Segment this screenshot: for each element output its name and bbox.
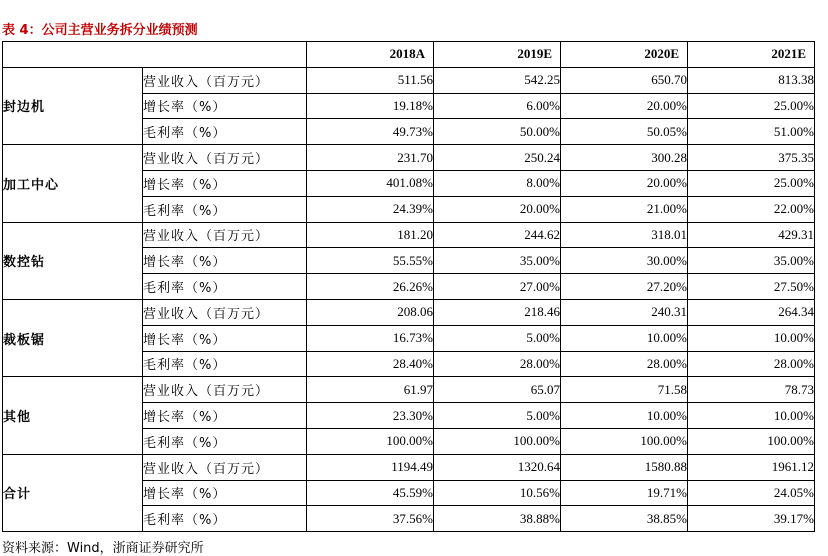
value-cell: 24.39% — [307, 196, 434, 222]
value-cell: 28.00% — [688, 351, 815, 377]
value-cell: 10.00% — [561, 325, 688, 351]
value-cell: 1194.49 — [307, 454, 434, 480]
value-cell: 5.00% — [434, 403, 561, 429]
segment-name: 加工中心 — [3, 145, 143, 222]
value-cell: 37.56% — [307, 506, 434, 532]
value-cell: 28.40% — [307, 351, 434, 377]
value-cell: 5.00% — [434, 325, 561, 351]
year-header: 2018A — [307, 42, 434, 68]
value-cell: 318.01 — [561, 222, 688, 248]
value-cell: 100.00% — [688, 428, 815, 454]
table-row — [3, 67, 815, 93]
value-cell: 55.55% — [307, 248, 434, 274]
table-title: 表 4：公司主营业务拆分业绩预测 — [2, 23, 198, 38]
metric-label: 营业收入（百万元） — [143, 377, 307, 403]
metric-label: 毛利率（%） — [143, 428, 307, 454]
value-cell: 401.08% — [307, 170, 434, 196]
value-cell: 6.00% — [434, 93, 561, 119]
value-cell: 27.20% — [561, 274, 688, 300]
value-cell: 240.31 — [561, 299, 688, 325]
value-cell: 65.07 — [434, 377, 561, 403]
metric-label: 营业收入（百万元） — [143, 67, 307, 93]
metric-label: 增长率（%） — [143, 248, 307, 274]
metric-label: 毛利率（%） — [143, 274, 307, 300]
value-cell: 27.00% — [434, 274, 561, 300]
value-cell: 38.88% — [434, 506, 561, 532]
value-cell: 181.20 — [307, 222, 434, 248]
value-cell: 19.71% — [561, 480, 688, 506]
value-cell: 100.00% — [561, 428, 688, 454]
value-cell: 8.00% — [434, 170, 561, 196]
metric-label: 增长率（%） — [143, 480, 307, 506]
value-cell: 10.00% — [561, 403, 688, 429]
value-cell: 511.56 — [307, 67, 434, 93]
table-row — [3, 145, 815, 171]
year-header: 2020E — [561, 42, 688, 68]
value-cell: 300.28 — [561, 145, 688, 171]
segment-name: 其他 — [3, 377, 143, 454]
forecast-table — [2, 41, 815, 532]
metric-label: 营业收入（百万元） — [143, 145, 307, 171]
value-cell: 208.06 — [307, 299, 434, 325]
value-cell: 542.25 — [434, 67, 561, 93]
metric-label: 增长率（%） — [143, 93, 307, 119]
value-cell: 28.00% — [434, 351, 561, 377]
metric-label: 增长率（%） — [143, 325, 307, 351]
value-cell: 813.38 — [688, 67, 815, 93]
value-cell: 49.73% — [307, 119, 434, 145]
segment-name: 数控钻 — [3, 222, 143, 299]
value-cell: 16.73% — [307, 325, 434, 351]
value-cell: 244.62 — [434, 222, 561, 248]
value-cell: 429.31 — [688, 222, 815, 248]
metric-label: 毛利率（%） — [143, 119, 307, 145]
value-cell: 1320.64 — [434, 454, 561, 480]
table-row — [3, 222, 815, 248]
table-row — [3, 377, 815, 403]
metric-label: 毛利率（%） — [143, 196, 307, 222]
value-cell: 27.50% — [688, 274, 815, 300]
metric-label: 毛利率（%） — [143, 506, 307, 532]
value-cell: 25.00% — [688, 170, 815, 196]
value-cell: 26.26% — [307, 274, 434, 300]
value-cell: 61.97 — [307, 377, 434, 403]
value-cell: 100.00% — [307, 428, 434, 454]
value-cell: 78.73 — [688, 377, 815, 403]
value-cell: 24.05% — [688, 480, 815, 506]
value-cell: 20.00% — [561, 93, 688, 119]
value-cell: 20.00% — [434, 196, 561, 222]
table-row — [3, 454, 815, 480]
value-cell: 10.00% — [688, 403, 815, 429]
value-cell: 50.05% — [561, 119, 688, 145]
value-cell: 375.35 — [688, 145, 815, 171]
table-row — [3, 299, 815, 325]
header-row — [3, 42, 815, 68]
value-cell: 50.00% — [434, 119, 561, 145]
value-cell: 100.00% — [434, 428, 561, 454]
value-cell: 51.00% — [688, 119, 815, 145]
year-header: 2019E — [434, 42, 561, 68]
value-cell: 650.70 — [561, 67, 688, 93]
value-cell: 250.24 — [434, 145, 561, 171]
value-cell: 22.00% — [688, 196, 815, 222]
metric-label: 营业收入（百万元） — [143, 222, 307, 248]
value-cell: 38.85% — [561, 506, 688, 532]
value-cell: 71.58 — [561, 377, 688, 403]
value-cell: 28.00% — [561, 351, 688, 377]
value-cell: 23.30% — [307, 403, 434, 429]
segment-name: 合计 — [3, 454, 143, 531]
value-cell: 21.00% — [561, 196, 688, 222]
value-cell: 1580.88 — [561, 454, 688, 480]
segment-name: 裁板锯 — [3, 299, 143, 376]
value-cell: 10.56% — [434, 480, 561, 506]
metric-label: 营业收入（百万元） — [143, 299, 307, 325]
value-cell: 39.17% — [688, 506, 815, 532]
value-cell: 25.00% — [688, 93, 815, 119]
value-cell: 35.00% — [688, 248, 815, 274]
year-header: 2021E — [688, 42, 815, 68]
segment-name: 封边机 — [3, 67, 143, 144]
value-cell: 19.18% — [307, 93, 434, 119]
value-cell: 10.00% — [688, 325, 815, 351]
value-cell: 45.59% — [307, 480, 434, 506]
value-cell: 218.46 — [434, 299, 561, 325]
value-cell: 30.00% — [561, 248, 688, 274]
value-cell: 35.00% — [434, 248, 561, 274]
value-cell: 264.34 — [688, 299, 815, 325]
value-cell: 231.70 — [307, 145, 434, 171]
metric-label: 营业收入（百万元） — [143, 454, 307, 480]
source-note: 资料来源：Wind，浙商证券研究所 — [2, 541, 204, 556]
metric-label: 增长率（%） — [143, 403, 307, 429]
metric-label: 增长率（%） — [143, 170, 307, 196]
metric-label: 毛利率（%） — [143, 351, 307, 377]
value-cell: 20.00% — [561, 170, 688, 196]
value-cell: 1961.12 — [688, 454, 815, 480]
header-blank-cell — [3, 42, 307, 68]
